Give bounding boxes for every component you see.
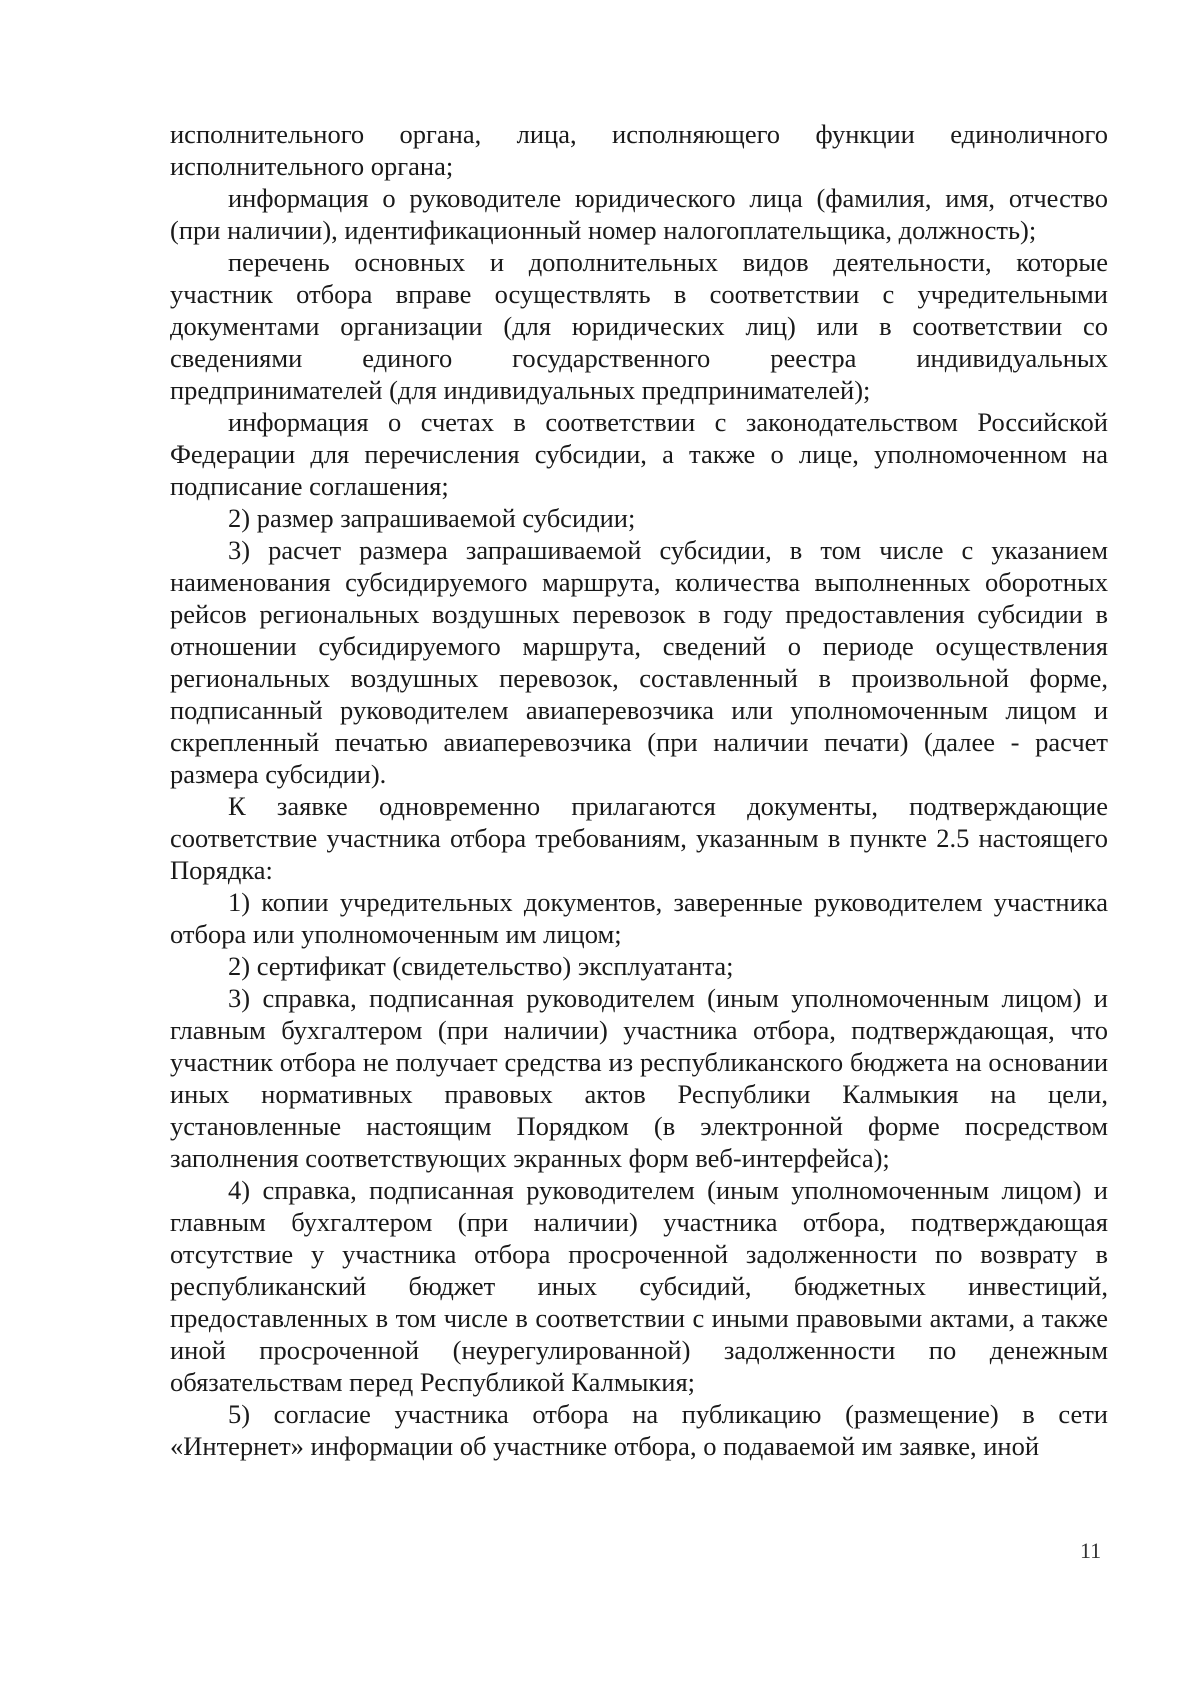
paragraph-item-3-subsidy-calculation: 3) расчет размера запрашиваемой субсидии, в том числе с указанием наименования субсидируемого маршрута, количества выполненных оборотных рейсов региональных воздушных перевозок в году предоставления субсидии в отношении субсидируемого маршрута, сведений о периоде осуществления региональных воздушных перевозок, составленный в произвольной форме, подписанный руководителем авиаперевозчика или уполномоченным лицом и скрепленный печатью авиаперевозчика (при наличии печати) (далее - расчет размера субсидии).	[170, 535, 1108, 789]
paragraph-attached-item-5: 5) согласие участника отбора на публикацию (размещение) в сети «Интернет» информации об участнике отбора, о подаваемой им заявке, иной	[170, 1399, 1108, 1461]
paragraph-attached-item-1: 1) копии учредительных документов, заверенные руководителем участника отбора или уполномоченным им лицом;	[170, 887, 1108, 949]
paragraph-attached-item-2: 2) сертификат (свидетельство) эксплуатанта;	[228, 951, 734, 981]
paragraph-director-info: информация о руководителе юридического лица (фамилия, имя, отчество (при наличии), идентификационный номер налогоплательщика, должность);	[170, 183, 1108, 245]
paragraph-item-2-subsidy-amount: 2) размер запрашиваемой субсидии;	[228, 503, 636, 533]
document-body	[170, 118, 1108, 1462]
paragraph-continuation: исполнительного органа, лица, исполняющего функции единоличного исполнительного органа;	[170, 119, 1108, 181]
page-number: 11	[1080, 1538, 1102, 1563]
paragraph-attached-documents-intro: К заявке одновременно прилагаются документы, подтверждающие соответствие участника отбора требованиям, указанным в пункте 2.5 настоящего Порядка:	[170, 791, 1108, 885]
paragraph-accounts-info: информация о счетах в соответствии с законодательством Российской Федерации для перечисления субсидии, а также о лице, уполномоченном на подписание соглашения;	[170, 407, 1108, 501]
paragraph-attached-item-3: 3) справка, подписанная руководителем (иным уполномоченным лицом) и главным бухгалтером (при наличии) участника отбора, подтверждающая, что участник отбора не получает средства из республиканского бюджета на основании иных нормативных правовых актов Республики Калмыкия на цели, установленные настоящим Порядком (в электронной форме посредством заполнения соответствующих экранных форм веб-интерфейса);	[170, 983, 1108, 1173]
paragraph-activities-list: перечень основных и дополнительных видов деятельности, которые участник отбора вправе осуществлять в соответствии с учредительными документами организации (для юридических лиц) или в соответствии со сведениями единого государственного реестра индивидуальных предпринимателей (для индивидуальных предпринимателей);	[170, 247, 1108, 405]
paragraph-attached-item-4: 4) справка, подписанная руководителем (иным уполномоченным лицом) и главным бухгалтером (при наличии) участника отбора, подтверждающая отсутствие у участника отбора просроченной задолженности по возврату в республиканский бюджет иных субсидий, бюджетных инвестиций, предоставленных в том числе в соответствии с иными правовыми актами, а также иной просроченной (неурегулированной) задолженности по денежным обязательствам перед Республикой Калмыкия;	[170, 1175, 1108, 1397]
